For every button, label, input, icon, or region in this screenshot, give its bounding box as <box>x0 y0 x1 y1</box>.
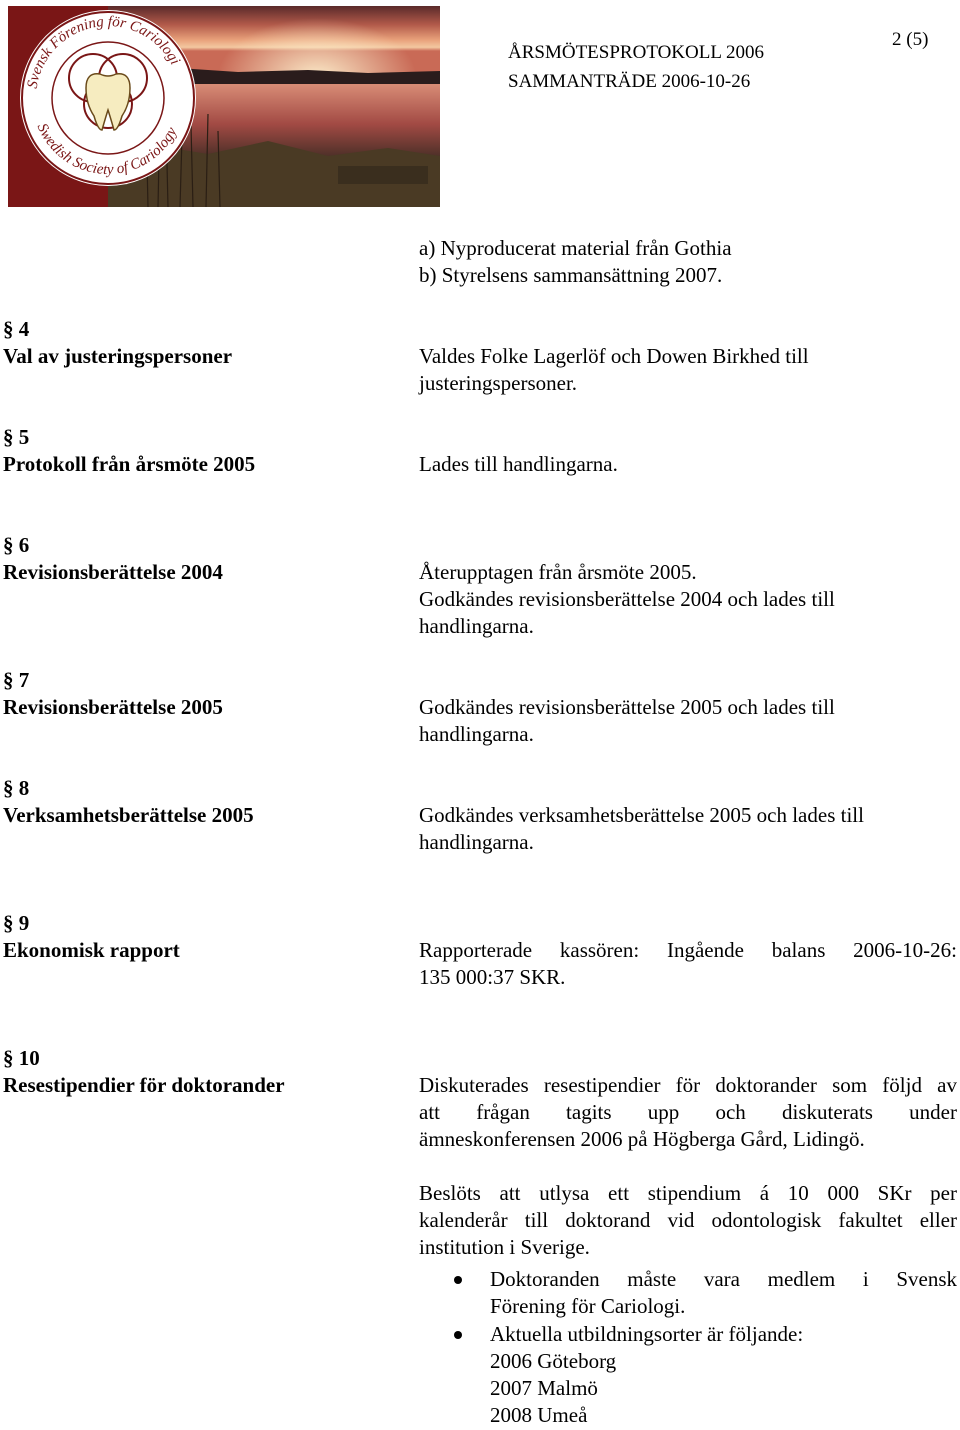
section-7-text: Godkändes revisionsberättelse 2005 och lades till <box>419 695 835 719</box>
header-title: ÅRSMÖTESPROTOKOLL 2006 <box>508 42 764 63</box>
bullet-item-membership <box>419 1266 957 1320</box>
section-7-text-2: handlingarna. <box>419 722 534 746</box>
section-6-text-2: Godkändes revisionsberättelse 2004 och lades till <box>419 587 835 611</box>
bullet-icon <box>454 1331 462 1339</box>
section-10-p2-line-2: kalenderår till doktorand vid odontologisk fakultet eller <box>419 1208 957 1232</box>
intro-item-a: a) Nyproducerat material från Gothia <box>419 236 732 260</box>
intro-item-b: b) Styrelsens sammansättning 2007. <box>419 263 723 287</box>
bullet-icon <box>454 1276 462 1284</box>
section-6-text: Återupptagen från årsmöte 2005. <box>419 560 697 584</box>
section-9-number: § 9 <box>3 911 30 935</box>
bullet-1-line-1: Doktoranden måste vara medlem i Svensk <box>490 1267 957 1291</box>
section-10-bullet-list <box>419 1266 957 1430</box>
lake-sunset-picture <box>8 6 440 207</box>
section-5-number: § 5 <box>3 425 30 449</box>
section-10-number: § 10 <box>3 1046 40 1070</box>
section-6-text-3: handlingarna. <box>419 614 534 638</box>
section-5-title: Protokoll från årsmöte 2005 <box>3 452 256 476</box>
section-9-text: Rapporterade kassören: Ingående balans 2006-10-26: <box>419 938 957 962</box>
section-10-p1-line-1: Diskuterades resestipendier för doktorander som följd av <box>419 1073 957 1097</box>
section-9-text-block <box>419 937 957 964</box>
bullet-item-locations <box>419 1321 957 1429</box>
section-9-title: Ekonomisk rapport <box>3 938 180 962</box>
bullet-2-line-1: Aktuella utbildningsorter är följande: <box>490 1322 804 1346</box>
location-2008: 2008 Umeå <box>490 1403 588 1427</box>
section-7-title: Revisionsberättelse 2005 <box>3 695 223 719</box>
svg-text:Svensk Förening för Cariologi: Svensk Förening för Cariologi <box>24 13 183 90</box>
section-10-paragraph-1 <box>419 1072 957 1153</box>
section-8-title: Verksamhetsberättelse 2005 <box>3 803 254 827</box>
location-2007: 2007 Malmö <box>490 1376 598 1400</box>
section-4-title: Val av justeringspersoner <box>3 344 233 368</box>
section-10-p2-line-3: institution i Sverige. <box>419 1235 590 1259</box>
section-6-number: § 6 <box>3 533 30 557</box>
section-10-p1-line-3: ämneskonferensen 2006 på Högberga Gård, Lidingö. <box>419 1127 865 1151</box>
section-7-number: § 7 <box>3 668 30 692</box>
section-4-text: Valdes Folke Lagerlöf och Dowen Birkhed till <box>419 344 809 368</box>
section-5-text: Lades till handlingarna. <box>419 452 618 476</box>
section-9-text-2: 135 000:37 SKR. <box>419 965 566 989</box>
section-10-title: Resestipendier för doktorander <box>3 1073 285 1097</box>
section-8-text: Godkändes verksamhetsberättelse 2005 och lades till <box>419 803 864 827</box>
header-meeting-date: SAMMANTRÄDE 2006-10-26 <box>508 71 751 92</box>
location-2006: 2006 Göteborg <box>490 1349 617 1373</box>
section-10-p2-line-1: Beslöts att utlysa ett stipendium á 10 000 SKr per <box>419 1181 957 1205</box>
svg-text:Swedish Society of Cariology: Swedish Society of Cariology <box>33 121 181 179</box>
bullet-1-line-2: Förening för Cariologi. <box>490 1294 686 1318</box>
header-logo-image <box>8 6 440 207</box>
section-4-number: § 4 <box>3 317 30 341</box>
section-8-text-2: handlingarna. <box>419 830 534 854</box>
document-header <box>508 38 764 96</box>
section-10-p1-line-2: att frågan tagits upp och diskuterats under <box>419 1100 957 1124</box>
section-8-number: § 8 <box>3 776 30 800</box>
section-6-title: Revisionsberättelse 2004 <box>3 560 223 584</box>
section-4-text-cont: justeringspersoner. <box>419 371 578 395</box>
page-number: 2 (5) <box>892 29 929 50</box>
section-10-paragraph-2 <box>419 1180 957 1261</box>
